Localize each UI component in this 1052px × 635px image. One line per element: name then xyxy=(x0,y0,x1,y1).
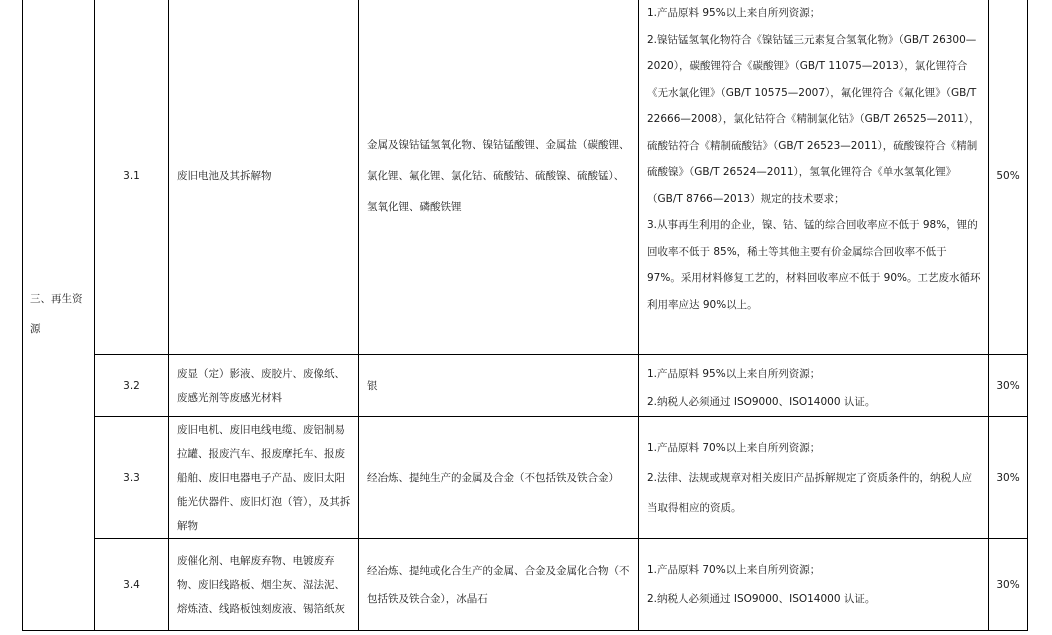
requirement-item: 2.纳税人必须通过 ISO9000、ISO14000 认证。 xyxy=(647,592,876,605)
table-row-material xyxy=(169,417,358,538)
table-row-material xyxy=(169,0,358,354)
table-row-no xyxy=(95,0,168,354)
table-row-no xyxy=(95,539,168,630)
row-number: 3.2 xyxy=(123,379,140,392)
products-text: 银 xyxy=(367,379,378,392)
requirement-item: 2.纳税人必须通过 ISO9000、ISO14000 认证。 xyxy=(647,396,876,408)
grid-line xyxy=(22,630,1028,631)
requirement-item: 1.产品原料 70%以上来自所列资源； xyxy=(647,563,821,576)
requirement-item: 1.产品原料 95%以上来自所列资源； xyxy=(647,368,821,380)
table-row-requirements xyxy=(639,539,988,630)
table-row-products xyxy=(359,355,638,416)
requirement-item: 1.产品原料 70%以上来自所列资源； xyxy=(647,441,821,454)
row-number: 3.1 xyxy=(123,170,140,182)
table-row-rate xyxy=(989,0,1027,354)
table-row-material xyxy=(169,355,358,416)
table-row-products xyxy=(359,417,638,538)
requirement-item: 3.从事再生利用的企业，镍、钴、锰的综合回收率应不低于 98%，锂的回收率不低于 85%，稀土等其他主要有价金属综合回收率不低于 97%。采用材料修复工艺的，材料回收率应不低于 90%。工艺废水循环利用率应达 90%以上。 xyxy=(647,219,981,311)
requirement-item: 2.法律、法规或规章对相关废旧产品拆解规定了资质条件的，纳税人应当取得相应的资质。 xyxy=(647,471,973,514)
refund-rate: 50% xyxy=(996,170,1020,182)
table-row-products xyxy=(359,0,638,354)
refund-rate: 30% xyxy=(996,578,1020,591)
refund-rate: 30% xyxy=(996,471,1020,484)
policy-table xyxy=(22,0,1028,631)
table-row-rate xyxy=(989,355,1027,416)
requirement-item: 1.产品原料 95%以上来自所列资源； xyxy=(647,7,821,19)
material-text: 废催化剂、电解废弃物、电镀废弃物、废旧线路板、烟尘灰、湿法泥、熔炼渣、线路板蚀刻废液、锡箔纸灰 xyxy=(177,554,345,615)
table-row-rate xyxy=(989,417,1027,538)
products-text: 金属及镍钴锰氢氧化物、镍钴锰酸锂、金属盐（碳酸锂、氯化锂、氟化锂、氯化钴、硫酸钴、硫酸镍、硫酸锰）、氢氧化锂、磷酸铁锂 xyxy=(367,138,630,213)
material-text: 废显（定）影液、废胶片、废像纸、废感光剂等废感光材料 xyxy=(177,367,345,404)
refund-rate: 30% xyxy=(996,379,1020,392)
material-text: 废旧电池及其拆解物 xyxy=(177,170,272,182)
requirement-item: 2.镍钴锰氢氧化物符合《镍钴锰三元素复合氢氧化物》（GB/T 26300—2020），碳酸锂符合《碳酸锂》（GB/T 11075—2013），氯化锂符合《无水氯化锂》（GB/T 10575—2007），氟化锂符合《氟化锂》（GB/T 22666—2008），氯化钴符合《精制氯化钴》（GB/T 26525—2011），硫酸钴符合《精制硫酸钴》（GB/T 26523—2011），硫酸镍符合《精制硫酸镍》（GB/T 26524—2011），氢氧化锂符合《单水氢氧化锂》（GB/T 8766—2013）规定的技术要求； xyxy=(647,33,980,205)
table-row-requirements xyxy=(639,417,988,538)
grid-line xyxy=(1027,0,1028,631)
products-text: 经冶炼、提纯或化合生产的金属、合金及金属化合物（不包括铁及铁合金），冰晶石 xyxy=(367,564,630,605)
table-row-material xyxy=(169,539,358,630)
row-number: 3.3 xyxy=(123,471,140,484)
table-row-no xyxy=(95,417,168,538)
table-row-products xyxy=(359,539,638,630)
table-row-requirements xyxy=(639,0,988,354)
table-row-requirements xyxy=(639,360,988,416)
material-text: 废旧电机、废旧电线电缆、废铝制易拉罐、报废汽车、报废摩托车、报废船舶、废旧电器电子产品、废旧太阳能光伏器件、废旧灯泡（管），及其拆解物 xyxy=(177,423,351,532)
table-row-rate xyxy=(989,539,1027,630)
row-number: 3.4 xyxy=(123,578,140,591)
table-row-no xyxy=(95,355,168,416)
products-text: 经冶炼、提纯生产的金属及合金（不包括铁及铁合金） xyxy=(367,471,619,484)
category-label: 三、再生资源 xyxy=(30,293,83,335)
category-cell xyxy=(23,0,93,630)
